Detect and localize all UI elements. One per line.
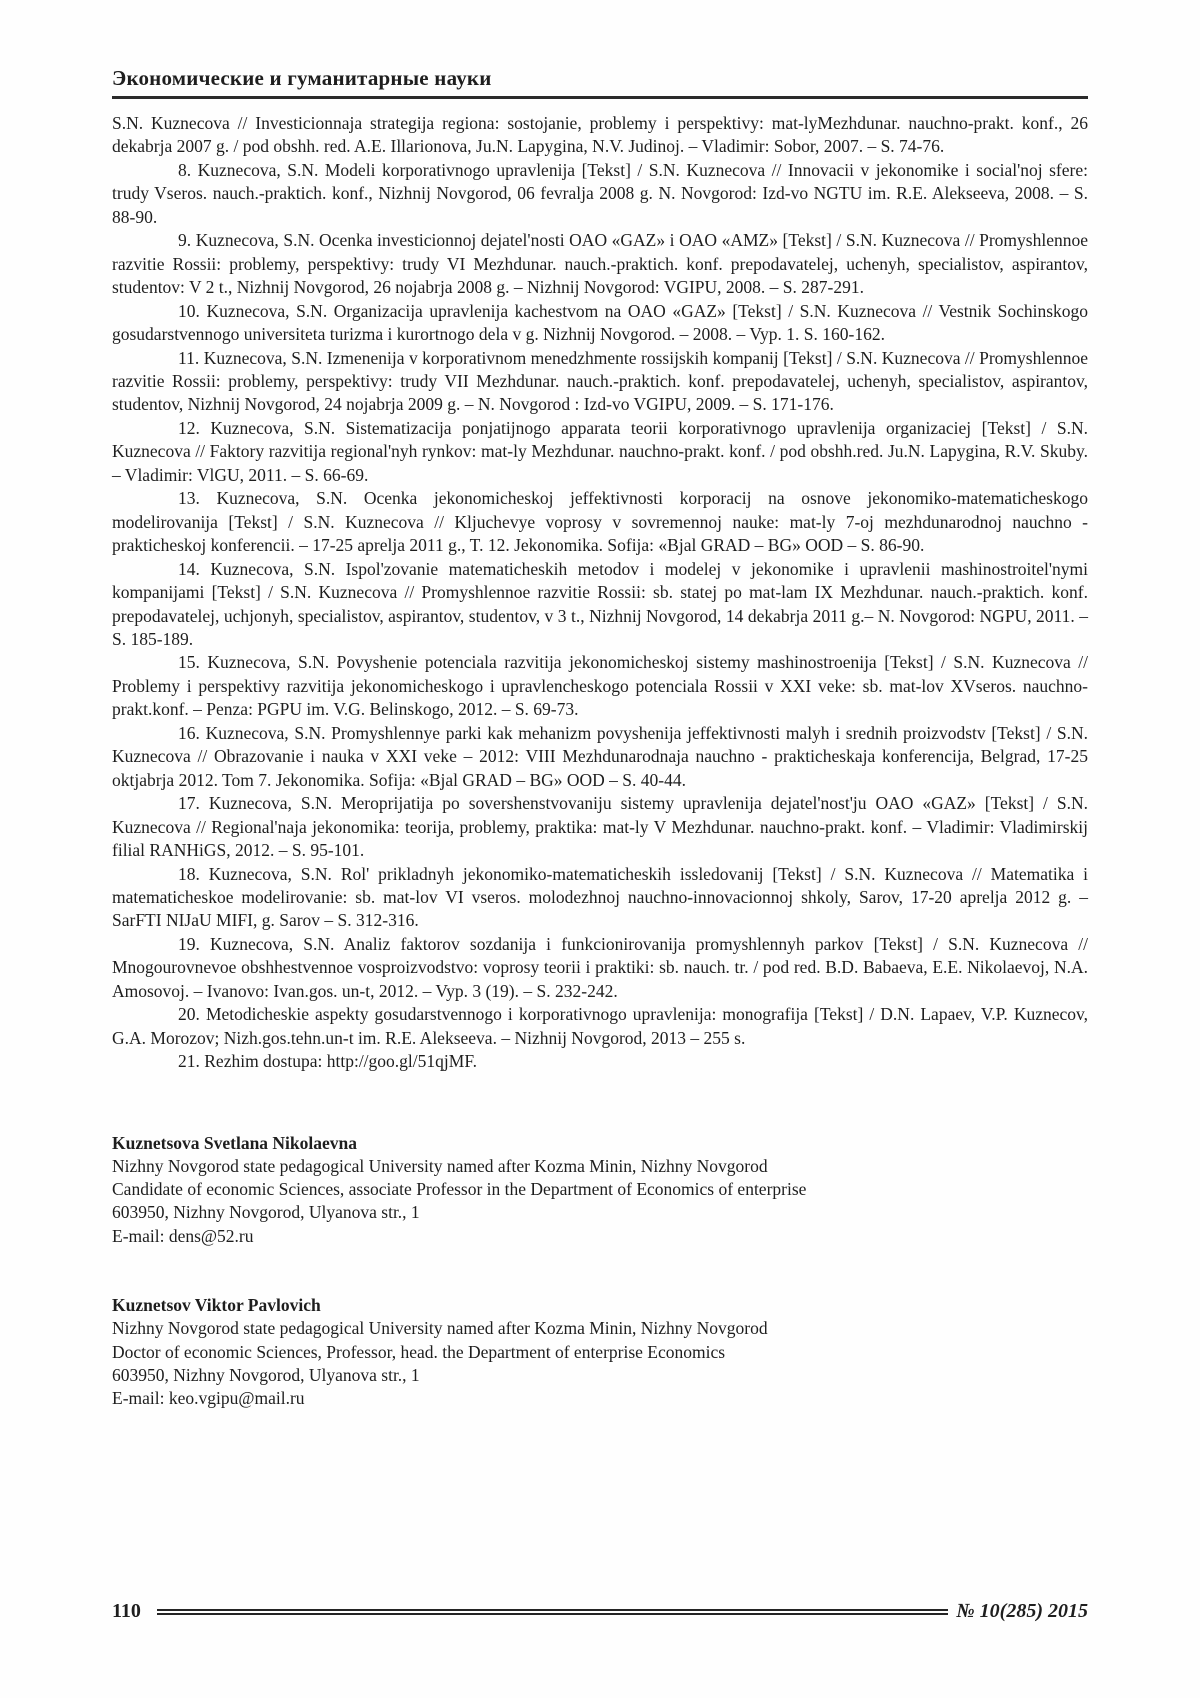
reference-item <box>112 347 1088 417</box>
author-position: Candidate of economic Sciences, associate Professor in the Department of Economics of enterprise <box>112 1179 807 1200</box>
reference-item <box>112 722 1088 792</box>
reference-number: 14. <box>178 558 200 579</box>
header-rule <box>112 96 1088 99</box>
author-position: Doctor of economic Sciences, Professor, head. the Department of enterprise Economics <box>112 1341 726 1362</box>
author-affiliation: Nizhny Novgorod state pedagogical University named after Kozma Minin, Nizhny Novgorod <box>112 1155 768 1176</box>
author-name: Kuznetsov Viktor Pavlovich <box>112 1295 321 1316</box>
reference-text: Kuznecova, S.N. Sistematizacija ponjatijnogo apparata teorii korporativnogo upravlenija organizaciej [Tekst] / S.N. Kuznecova // Faktory razvitija regional'nyh rynkov: mat-ly Mezhdunar. nauchno-prakt. konf. / pod obshh.red. Ju.N. Lapygina, R.V. Skuby. – Vladimir: VlGU, 2011. – S. 66-69. <box>112 417 1089 485</box>
reference-number: 16. <box>178 722 200 743</box>
reference-item <box>112 417 1088 487</box>
author-email: E-mail: keo.vgipu@mail.ru <box>112 1388 305 1409</box>
reference-text: Kuznecova, S.N. Ispol'zovanie matematicheskih metodov i modelej v jekonomike i upravlenii mashinostroitel'nymi kompanijami [Tekst] / S.N. Kuznecova // Promyshlennoe razvitie Rossii: sb. statej po mat-lam IX Mezhdunar. nauch.-praktich. konf. prepodavatelej, uchjonyh, specialistov, aspirantov, studentov, v 3 t., Nizhnij Novgorod, 14 dekabrja 2011 g.– N. Novgorod: NGPU, 2011. – S. 185-189. <box>112 558 1089 649</box>
reference-item <box>112 159 1088 229</box>
reference-item <box>112 229 1088 299</box>
reference-text: Kuznecova, S.N. Modeli korporativnogo upravlenija [Tekst] / S.N. Kuznecova // Innovacii v jekonomike i social'noj sfere: trudy Vseros. nauch.-praktich. konf., Nizhnij Novgorod, 06 fevralja 2008 g. N. Novgorod: Izd-vo NGTU im. R.E. Alekseeva, 2008. – S. 88-90. <box>112 159 1088 227</box>
reference-text: Kuznecova, S.N. Analiz faktorov sozdanija i funkcionirovanija promyshlennyh parkov [Tekst] / S.N. Kuznecova // Mnogourovnevoe obshhestvennoe vosproizvodstvo: voprosy teorii i praktiki: sb. nauch. tr. / pod red. B.D. Babaeva, E.E. Nikolaevoj, N.A. Amosovoj. – Ivanovo: Ivan.gos. un-t, 2012. – Vyp. 3 (19). – S. 232-242. <box>112 933 1088 1001</box>
issue-number: № 10(285) 2015 <box>956 1600 1088 1622</box>
reference-item <box>112 792 1088 862</box>
reference-item <box>112 1050 1088 1073</box>
reference-number: 9. <box>178 230 192 251</box>
reference-number: 19. <box>178 933 200 954</box>
page-footer <box>112 1600 1088 1623</box>
author-address: 603950, Nizhny Novgorod, Ulyanova str., 1 <box>112 1202 420 1223</box>
reference-item <box>112 300 1088 347</box>
reference-text: Kuznecova, S.N. Promyshlennye parki kak mehanizm povyshenija jeffektivnosti malyh i srednih proizvodstv [Tekst] / S.N. Kuznecova // Obrazovanie i nauka v XXI veke – 2012: VIII Mezhdunarodnaja nauchno - prakticheskaja konferencija, Belgrad, 17-25 oktjabrja 2012. Tom 7. Jekonomika. Sofija: «Bjal GRAD – BG» OOD – S. 40-44. <box>112 722 1088 790</box>
references-list <box>112 112 1088 1074</box>
author-block <box>112 1294 1088 1410</box>
reference-text: Kuznecova, S.N. Izmenenija v korporativnom menedzhmente rossijskih kompanij [Tekst] / S.N. Kuznecova // Promyshlennoe razvitie Rossii: problemy, perspektivy: trudy VII Mezhdunar. nauch.-praktich. konf. prepodavatelej, uchenyh, specialistov, aspirantov, studentov, Nizhnij Novgorod, 24 nojabrja 2009 g. – N. Novgorod : Izd-vo VGIPU, 2009. – S. 171-176. <box>112 347 1088 415</box>
reference-number: 18. <box>178 863 200 884</box>
reference-text: Kuznecova, S.N. Organizacija upravlenija kachestvom na OAO «GAZ» [Tekst] / S.N. Kuznecova // Vestnik Sochinskogo gosudarstvennogo universiteta turizma i kurortnogo dela v g. Nizhnij Novgorod. – 2008. – Vyp. 1. S. 160-162. <box>112 300 1089 345</box>
reference-item <box>112 112 1088 159</box>
author-name: Kuznetsova Svetlana Nikolaevna <box>112 1132 358 1153</box>
section-title: Экономические и гуманитарные науки <box>112 66 492 90</box>
reference-item <box>112 558 1088 652</box>
reference-item <box>112 933 1088 1003</box>
reference-text: Rezhim dostupa: http://goo.gl/51qjMF. <box>204 1051 478 1072</box>
reference-number: 20. <box>178 1004 200 1025</box>
author-affiliation: Nizhny Novgorod state pedagogical University named after Kozma Minin, Nizhny Novgorod <box>112 1318 768 1339</box>
reference-number: 13. <box>178 488 200 509</box>
reference-text: Kuznecova, S.N. Ocenka jekonomicheskoj jeffektivnosti korporacij na osnove jekonomiko-matematicheskogo modelirovanija [Tekst] / S.N. Kuznecova // Kljuchevye voprosy v sovremennoj nauke: mat-ly 7-oj mezhdunarodnoj nauchno - prakticheskoj konferencii. – 17-25 aprelja 2011 g., T. 12. Jekonomika. Sofija: «Bjal GRAD – BG» OOD – S. 86-90. <box>112 488 1088 556</box>
reference-number: 12. <box>178 417 200 438</box>
reference-item <box>112 863 1088 933</box>
reference-text: S.N. Kuznecova // Investicionnaja strategija regiona: sostojanie, problemy i perspektivy: mat-lyMezhdunar. nauchno-prakt. konf., 26 dekabrja 2007 g. / pod obshh. red. A.E. Illarionova, Ju.N. Lapygina, N.V. Judinoj. – Vladimir: Sobor, 2007. – S. 74-76. <box>112 113 1088 157</box>
author-email: E-mail: dens@52.ru <box>112 1225 254 1246</box>
reference-item <box>112 651 1088 721</box>
reference-text: Kuznecova, S.N. Meroprijatija po sovershenstvovaniju sistemy upravlenija dejatel'nost'ju OAO «GAZ» [Tekst] / S.N. Kuznecova // Regional'naja jekonomika: teorija, problemy, praktika: mat-ly V Mezhdunar. nauchno-prakt. konf. – Vladimir: Vladimirskij filial RANHiGS, 2012. – S. 95-101. <box>112 793 1088 861</box>
reference-number: 11. <box>178 347 200 368</box>
reference-number: 21. <box>178 1051 200 1072</box>
reference-number: 15. <box>178 652 200 673</box>
reference-text: Kuznecova, S.N. Ocenka investicionnoj dejatel'nosti OAO «GAZ» i OAO «AMZ» [Tekst] / S.N. Kuznecova // Promyshlennoe razvitie Rossii: problemy, perspektivy: trudy VI Mezhdunar. nauch.-praktich. konf. prepodavatelej, uchenyh, specialistov, aspirantov, studentov: V 2 t., Nizhnij Novgorod, 26 nojabrja 2008 g. – Nizhnij Novgorod: VGIPU, 2008. – S. 287-291. <box>112 230 1089 298</box>
reference-text: Metodicheskie aspekty gosudarstvennogo i korporativnogo upravlenija: monografija [Tekst] / D.N. Lapaev, V.P. Kuznecov, G.A. Morozov; Nizh.gos.tehn.un-t im. R.E. Alekseeva. – Nizhnij Novgorod, 2013 – 255 s. <box>112 1004 1088 1048</box>
footer-rule <box>157 1609 948 1615</box>
reference-number: 8. <box>178 159 192 180</box>
authors-section <box>112 1132 1088 1411</box>
author-address: 603950, Nizhny Novgorod, Ulyanova str., 1 <box>112 1364 420 1385</box>
author-block <box>112 1132 1088 1248</box>
page-content <box>112 66 1088 1411</box>
reference-text: Kuznecova, S.N. Povyshenie potenciala razvitija jekonomicheskoj sistemy mashinostroenija [Tekst] / S.N. Kuznecova // Problemy i perspektivy razvitija jekonomicheskogo i upravlencheskogo potenciala Rossii v XXI veke: sb. mat-lov XVseros. nauchno-prakt.konf. – Penza: PGPU im. V.G. Belinskogo, 2012. – S. 69-73. <box>112 652 1088 720</box>
reference-item <box>112 487 1088 557</box>
reference-item <box>112 1003 1088 1050</box>
page-number: 110 <box>112 1600 141 1622</box>
reference-text: Kuznecova, S.N. Rol' prikladnyh jekonomiko-matematicheskih issledovanij [Tekst] / S.N. Kuznecova // Matematika i matematicheskoe modelirovanie: sb. mat-lov VI vseros. molodezhnoj nauchno-innovacionnoj shkoly, Sarov, 17-20 aprelja 2012 g. – SarFTI NIJaU MIFI, g. Sarov – S. 312-316. <box>112 863 1089 931</box>
reference-number: 10. <box>178 300 200 321</box>
reference-number: 17. <box>178 793 200 814</box>
